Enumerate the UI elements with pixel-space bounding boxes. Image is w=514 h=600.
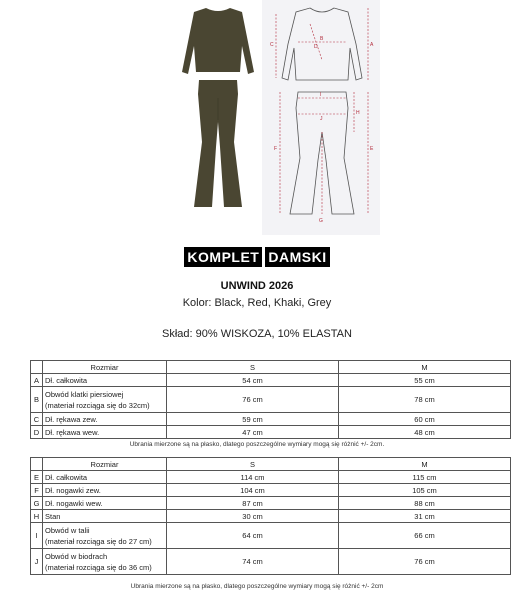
- title-word-2: DAMSKI: [265, 247, 329, 267]
- diagram-label-f: F: [274, 146, 278, 152]
- diagram-label-e: E: [370, 146, 374, 152]
- title-word-1: KOMPLET: [184, 247, 262, 267]
- diagram-label-d: D: [314, 44, 318, 50]
- table-row: B Obwód klatki piersiowej (materiał rozciąga się do 32cm) 76 cm 78 cm: [31, 387, 511, 413]
- table-row: I Obwód w talii (materiał rozciąga się do 27 cm) 64 cm 66 cm: [31, 523, 511, 549]
- color-line: Kolor: Black, Red, Khaki, Grey: [182, 297, 332, 309]
- table-row: G Dł. nogawki wew. 87 cm 88 cm: [31, 497, 511, 510]
- diagram-label-i: I: [320, 92, 322, 98]
- header-s: S: [167, 458, 339, 471]
- header-size: Rozmiar: [43, 458, 167, 471]
- product-title: [0, 247, 514, 267]
- photo-top-shirt: [182, 8, 254, 74]
- diagram-label-b: B: [320, 36, 324, 42]
- header-m: M: [339, 361, 511, 374]
- model-name: UNWIND 2026: [220, 280, 294, 292]
- table-row: J Obwód w biodrach (materiał rozciąga się do 36 cm) 74 cm 76 cm: [31, 549, 511, 575]
- table-row: A Dł. całkowita 54 cm 55 cm: [31, 374, 511, 387]
- size-table-bottom: [30, 457, 511, 575]
- header-m: M: [339, 458, 511, 471]
- table-row: F Dł. nogawki zew. 104 cm 105 cm: [31, 484, 511, 497]
- diagram-label-a: A: [370, 42, 374, 48]
- table-header: [31, 361, 511, 374]
- size-diagram: [262, 0, 380, 235]
- size-table-top: [30, 360, 511, 439]
- table-header: [31, 458, 511, 471]
- diagram-label-g: G: [319, 218, 323, 224]
- header-s: S: [167, 361, 339, 374]
- composition-line: Skład: 90% WISKOZA, 10% ELASTAN: [162, 328, 352, 340]
- diagram-label-j: J: [320, 116, 323, 122]
- table-row: E Dł. całkowita 114 cm 115 cm: [31, 471, 511, 484]
- header-size: Rozmiar: [43, 361, 167, 374]
- table-row: C Dł. rękawa zew. 59 cm 60 cm: [31, 413, 511, 426]
- diagram-label-c: C: [270, 42, 274, 48]
- diagram-label-h: H: [356, 110, 360, 116]
- table-row: D Dł. rękawa wew. 47 cm 48 cm: [31, 426, 511, 439]
- measurement-note-bottom: Ubrania mierzone są na płasko, dlatego poszczególne wymiary mogą się różnić +/- 2cm: [130, 583, 384, 590]
- table-row: H Stan 30 cm 31 cm: [31, 510, 511, 523]
- product-photo: [172, 2, 264, 220]
- measurement-note-top: Ubrania mierzone są na płasko, dlatego poszczególne wymiary mogą się różnić +/- 2cm.: [129, 441, 385, 448]
